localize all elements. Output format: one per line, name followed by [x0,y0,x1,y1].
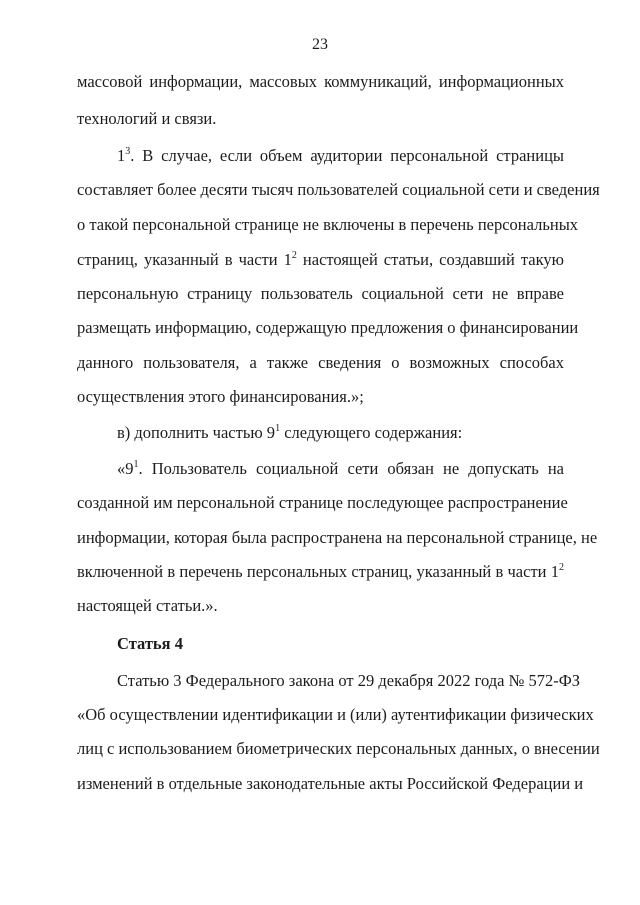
text-line: данного пользователя, а также сведения о возможных способах [77,353,564,372]
text-line: размещать информацию, содержащую предложения о финансировании [77,318,579,337]
superscript: 2 [559,561,564,573]
text-run: 1 [117,146,126,165]
paragraph-9-1-start [117,459,564,479]
text-run: . Пользователь социальной сети обязан не допускать на [138,459,564,478]
text-line: Статью 3 Федерального закона от 29 декабря 2022 года № 572-ФЗ [117,671,581,690]
text-line: информации, которая была распространена на персональной странице, не [77,528,598,547]
text-run: в) дополнить частью 9 [117,423,276,442]
list-item-v [117,423,564,443]
text-line: лиц с использованием биометрических персональных данных, о внесении [77,739,600,758]
text-line [77,562,564,582]
text-line: массовой информации, массовых коммуникаций, информационных [77,72,564,91]
text-line: созданной им персональной странице последующее распространение [77,493,568,512]
text-line: изменений в отдельные законодательные акты Российской Федерации и [77,774,584,793]
text-run: «9 [117,459,134,478]
page-number: 23 [312,36,328,53]
text-run: настоящей статьи, создавший такую [296,250,564,269]
superscript: 1 [133,458,139,470]
text-line: технологий и связи. [77,109,217,128]
text-line: о такой персональной странице не включены в перечень персональных [77,215,579,234]
superscript: 1 [275,422,281,434]
article-heading: Статья 4 [117,634,183,653]
text-line: персональную страницу пользователь социальной сети не вправе [77,284,564,303]
superscript: 2 [291,249,297,261]
text-run: следующего содержания: [280,423,463,442]
paragraph-1-3-start [117,146,564,166]
text-line: «Об осуществлении идентификации и (или) аутентификации физических [77,705,594,724]
text-run: включенной в перечень персональных страниц, указанный в части 1 [77,562,559,581]
text-run: . В случае, если объем аудитории персональной страницы [130,146,564,165]
text-line [77,250,564,270]
text-run: страниц, указанный в части 1 [77,250,292,269]
text-line: осуществления этого финансирования.»; [77,387,364,406]
text-line: настоящей статьи.». [77,596,218,615]
superscript: 3 [125,145,131,157]
text-line: составляет более десяти тысяч пользователей социальной сети и сведения [77,180,600,199]
